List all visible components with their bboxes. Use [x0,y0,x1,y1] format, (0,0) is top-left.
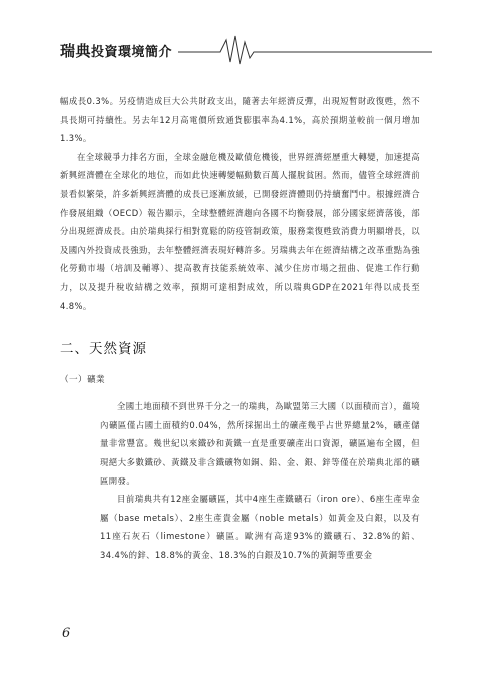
header-title [60,40,172,61]
subsection-heading: （一）礦業 [60,375,105,386]
header-title-subject: 投資環境簡介 [91,45,173,60]
page-number: 6 [62,626,71,641]
subsection-paragraph-2: 目前瑞典共有12座金屬礦區，其中4座生產鐵礦石（iron ore）、6座生產卑金屬（base metals）、2座生產貴金屬（noble metals）如黃金及白銀，以及有11座石灰石（limestone）礦區。歐洲有高達93%的鐵礦石、32.8%的鉛、34.4%的鋅、18.8%的黃金、18.3%的白銀及10.7%的黃銅等重要金 [100,494,420,560]
subsection-body [60,397,420,564]
running-header [60,30,432,66]
header-title-country: 瑞典 [60,42,92,60]
page-content [60,92,420,564]
section-heading: 二、天然資源 [60,341,147,358]
body-paragraph-1: 幅成長0.3%。另疫情造成巨大公共財政支出，隨著去年經濟反彈，出現短暫財政復甦，然不具長期可持續性。另去年12月高電價所致通貨膨脹率為4.1%，高於預期並較前一個月增加1.3%。 [60,96,420,144]
body-paragraph-2: 在全球競爭力排名方面，全球金融危機及歐債危機後，世界經濟經歷重大轉變，加速提高新興經濟體在全球化的地位，而如此快速轉變幅動數百萬人擺脫貧困。然而，儘管全球經濟前景看似繁榮，許多新興經濟體的成長已逐漸放緩，已開發經濟體則仍持續奮鬥中。根據經濟合作發展組織（OECD）報告顯示，全球整體經濟趨向各國不均衡發展，部分國家經濟落後，部分出現經濟成長。由於瑞典採行相對寬鬆的防疫管制政策，服務業復甦致消費力明顯增長，以及國內外投資成長強勁，去年整體經濟表現好轉許多。另瑞典去年在經濟結構之改革重點為強化勞動市場（培訓及輔導）、提高教育技能系統效率、減少住房市場之扭曲、促進工作行動力，以及提升稅收結構之效率，預期可達相對成效，所以瑞典GDP在2021年得以成長至4.8%。 [60,151,420,311]
subsection-paragraph-1: 全國土地面積不到世界千分之一的瑞典，為歐盟第三大國（以面積而言），蘊境內礦區僅占國土面積約0.04%，然所採掘出土的礦產幾乎占世界總量2%，礦產儲量非常豐富。幾世紀以來鐵砂和黃鐵一直是重要礦產出口資源，礦區遍布全國，但現絕大多數鐵砂、黃鐵及非含鐵礦物如銅、鉛、金、銀、鋅等僅在於瑞典北部的礦區開發。 [100,401,420,486]
